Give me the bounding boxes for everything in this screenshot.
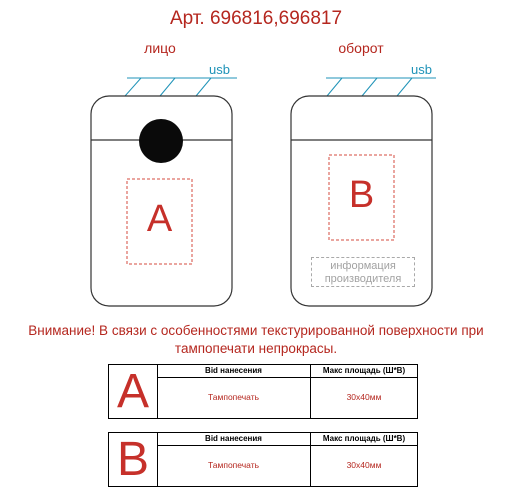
method-header: Вid нанесения [205, 434, 262, 443]
spec-table-a [108, 364, 418, 419]
area-value: 30х40мм [346, 460, 382, 470]
spec-table-letter: A [109, 365, 158, 418]
method-header: Вid нанесения [205, 366, 262, 375]
printing-warning: Внимание! В связи с особенностями текстурированной поверхности при тампопечати непрокрасы. [28, 323, 484, 356]
front-usb-label: usb [209, 62, 230, 77]
front-label: лицо [144, 40, 176, 56]
area-header: Макс площадь (Ш*В) [322, 434, 406, 443]
spec-table-letter: B [109, 433, 158, 486]
spec-table-b [108, 432, 418, 487]
area-header: Макс площадь (Ш*В) [322, 366, 406, 375]
maker-info-zone: информация производителя [311, 257, 415, 287]
area-value: 30х40мм [346, 392, 382, 402]
front-usb-callout [125, 78, 237, 96]
article-title: Арт. 696816,696817 [169, 8, 343, 29]
back-zone-letter: B [348, 174, 375, 216]
back-usb-callout [326, 78, 436, 96]
back-usb-label: usb [411, 62, 432, 77]
back-label: оборот [338, 40, 384, 56]
method-value: Тампопечать [207, 392, 260, 402]
method-value: Тампопечать [207, 460, 260, 470]
front-zone-letter: A [146, 198, 173, 240]
front-camera-circle [139, 119, 183, 163]
